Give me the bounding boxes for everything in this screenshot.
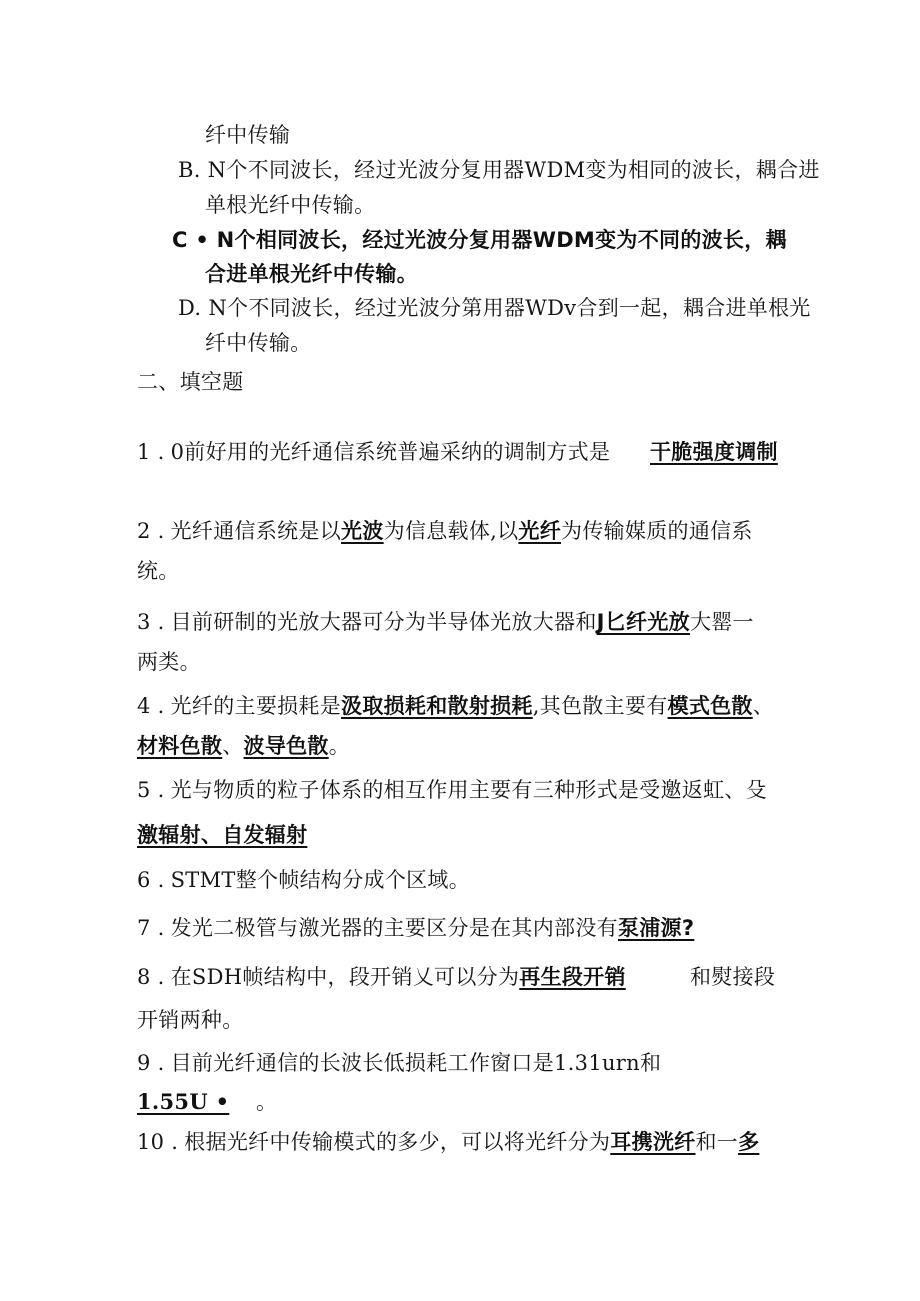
question-4-cont [137,731,350,761]
option-b-text: B. N个不同波长，经过光波分复用器WDM变为相同的波长，耦合进 [178,158,820,182]
answer-text: 1.55U • [137,1089,230,1114]
question-3 [137,607,754,637]
question-text: 目前研制的光放大器可分为半导体光放大器和 [170,610,597,634]
question-1 [137,437,610,467]
question-5-cont [137,820,307,850]
answer-text: 再生段开销 [519,965,626,989]
question-text: STMT整个帧结构分成个区域。 [170,868,471,892]
question-text: 、 [222,734,244,758]
question-number: 3 . [137,610,165,634]
option-b-line1 [178,155,820,185]
question-4 [137,691,774,721]
answer-text: 波导色散 [243,734,329,758]
question-text: 和一 [695,1130,739,1154]
question-text: 为传输媒质的通信系 [561,519,753,543]
option-a-continuation [205,120,290,150]
option-a-text: 纤中传输 [205,123,291,147]
section-title-text: 二、填空题 [137,370,244,394]
question-2 [137,516,753,546]
question-text: 根据光纤中传输模式的多少，可以将光纤分为 [184,1130,611,1154]
option-b-text-cont: 单根光纤中传输。 [205,193,376,217]
option-b-line2 [205,190,375,220]
option-d-text-cont: 纤中传输。 [205,331,312,355]
answer-text: 材料色散 [137,734,223,758]
question-8 [137,962,626,992]
option-c-text-cont: 合进单根光纤中传输。 [205,262,418,286]
question-number: 5 . [137,778,165,802]
answer-text: 光波 [341,519,384,543]
question-number: 1 . [137,440,165,464]
answer-text: 耳携洸纤 [610,1130,696,1154]
question-text: 为信息载体,以 [383,519,519,543]
question-text: 大罂一 [689,610,754,634]
answer-text: 汲取损耗和散射损耗 [341,694,533,718]
question-8-tail [690,962,775,992]
question-text: ,其色散主要有 [532,694,668,718]
answer-text: 泵浦源? [617,916,695,940]
question-text: 发光二极管与激光器的主要区分是在其内部没有 [170,916,618,940]
question-9-end [256,1087,277,1117]
answer-text: 模式色散 [667,694,753,718]
answer-text: J匕纤光放 [596,610,690,634]
question-number: 6 . [137,868,165,892]
question-number: 9 . [137,1051,165,1075]
question-number: 8 . [137,965,165,989]
question-9-cont [137,1087,243,1117]
question-5 [137,775,767,805]
answer-text: 多 [738,1130,760,1154]
question-number: 10 . [137,1130,179,1154]
question-text: 光纤的主要损耗是 [170,694,342,718]
question-text: 、 [752,694,775,718]
question-1-answer-line [650,437,778,467]
question-text: 和熨接段 [690,965,776,989]
option-d-line2 [205,328,312,358]
answer-text: 激辐射、自发辐射 [137,823,308,847]
question-text: 目前光纤通信的长波长低损耗工作窗口是1.31urn和 [170,1051,662,1075]
option-c-line1 [172,225,787,255]
answer-text: 干脆强度调制 [650,440,778,464]
question-10 [137,1127,759,1157]
option-d-text: D. N个不同波长，经过光波分第用器WDv合到一起，耦合进单根光 [178,296,811,320]
question-9 [137,1048,661,1078]
option-c-line2 [205,259,418,289]
question-text: 在SDH帧结构中，段开销乂可以分为 [170,965,520,989]
question-text: 。 [256,1090,278,1114]
option-d-line1 [178,293,811,323]
question-3-cont [137,647,201,677]
question-7 [137,913,702,943]
question-number: 2 . [137,519,165,543]
question-text: 开销两种。 [137,1008,244,1032]
question-number: 4 . [137,694,165,718]
question-text: 0前好用的光纤通信系统普遍采纳的调制方式是 [170,440,611,464]
question-text: 统。 [137,559,180,583]
question-8-cont [137,1005,244,1035]
question-text: 。 [328,734,351,758]
answer-text: 光纤 [518,519,562,543]
question-number: 7 . [137,916,165,940]
section-title [137,367,244,397]
question-text: 两类。 [137,650,201,674]
question-text: 光与物质的粒子体系的相互作用主要有三种形式是受邀返虹、殳 [170,778,768,802]
question-text: 光纤通信系统是以 [170,519,342,543]
question-2-cont [137,556,180,586]
question-6 [137,865,470,895]
option-c-text: C • N个相同波长，经过光波分复用器WDM变为不同的波长，耦 [172,228,787,252]
